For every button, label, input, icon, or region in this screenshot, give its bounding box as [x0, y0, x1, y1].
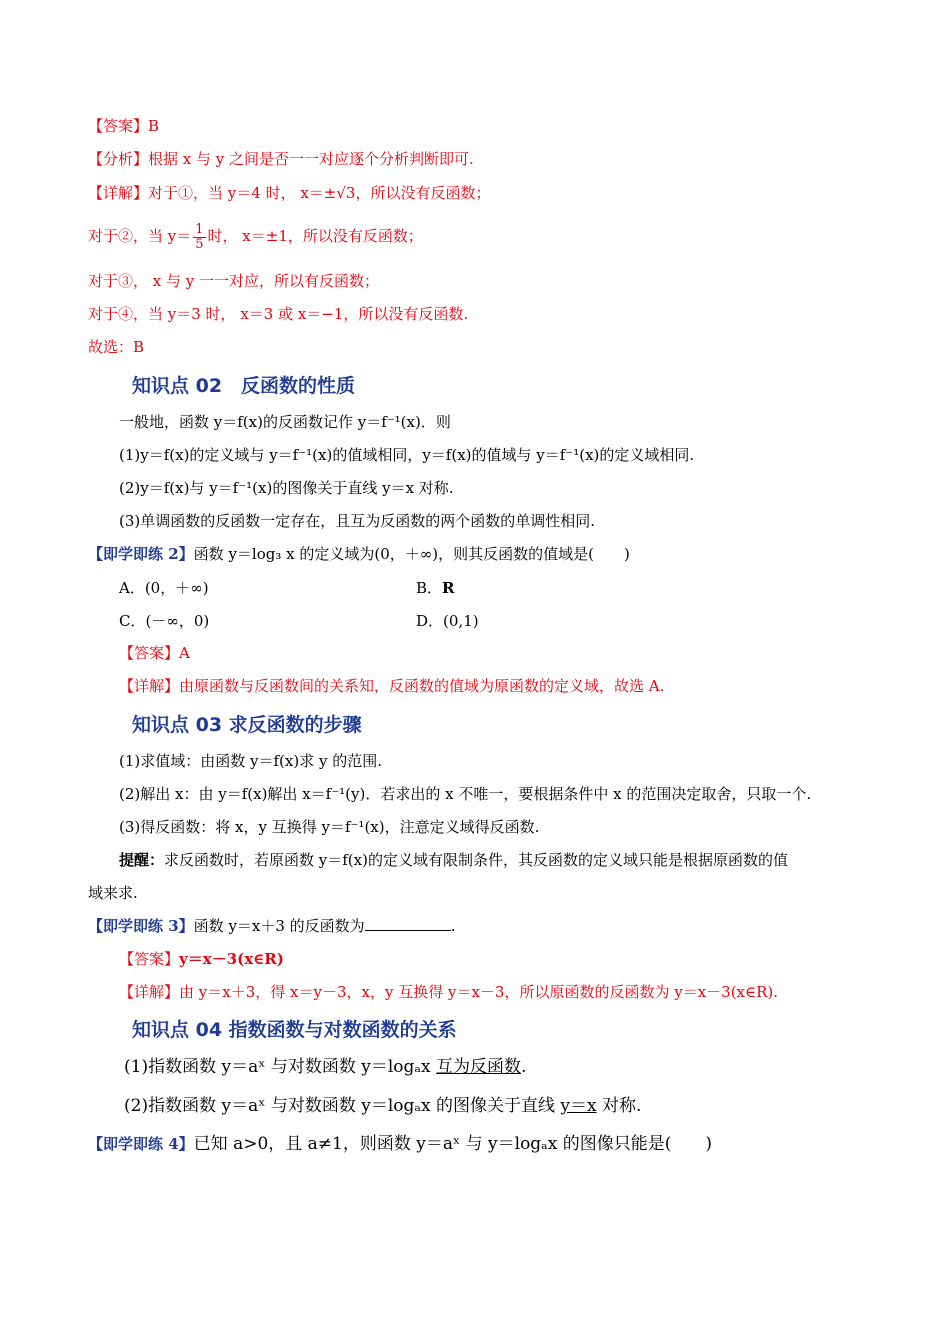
exercise-4-text: 已知 a>0，且 a≠1，则函数 y＝aˣ 与 y＝logₐx 的图像只能是( ) [193, 1134, 712, 1154]
answer-tag: 【答案】 [88, 117, 149, 135]
exercise-3-tag: 【即学即练 3】 [88, 917, 194, 935]
case-2-line [88, 220, 423, 252]
exercise-2-answer [119, 643, 190, 663]
exercise-3-detail-tag: 【详解】 [119, 983, 180, 1001]
case-2-before: 对于②，当 y＝ [88, 227, 192, 245]
exercise-3-text: 函数 y＝x＋3 的反函数为 [193, 917, 365, 935]
case-2-after: 时， x＝±1，所以没有反函数； [207, 227, 423, 245]
fraction-numerator: 1 [195, 221, 204, 237]
kp02-intro: 一般地，函数 y＝f(x)的反函数记作 y＝f⁻¹(x)．则 [119, 413, 451, 431]
kp04-item-1 [124, 1057, 526, 1077]
detail-tag: 【详解】 [88, 184, 149, 202]
kp04-item-1-end: . [520, 1057, 527, 1077]
exercise-2-detail-text: 由原函数与反函数间的关系知，反函数的值域为原函数的定义域，故选 A. [179, 677, 665, 695]
kp03-tip-label: 提醒： [119, 851, 165, 869]
fraction [193, 223, 205, 252]
fraction-denominator: 5 [195, 236, 204, 252]
case-3-line: 对于③， x 与 y 一一对应，所以有反函数； [88, 272, 380, 290]
section-heading-kp04: 知识点 04 指数函数与对数函数的关系 [132, 1019, 457, 1041]
exercise-2-text: 函数 y＝log₃ x 的定义域为(0，＋∞)，则其反函数的值域是( ) [193, 545, 630, 563]
kp04-item-2-end: 对称. [596, 1096, 642, 1116]
kp04-item-2 [124, 1096, 641, 1116]
exercise-3-detail [119, 982, 778, 1002]
option-b-label: B． [416, 579, 443, 597]
option-a: A．(0，＋∞) [119, 579, 209, 597]
exercise-2-detail [119, 676, 664, 696]
answer-value: B [148, 117, 160, 135]
exercise-3-detail-text: 由 y＝x＋3，得 x＝y－3，x，y 互换得 y＝x－3，所以原函数的反函数为 y＝x－3(x∈R). [179, 983, 779, 1001]
detail-line [88, 183, 490, 203]
option-d: D．(0,1) [416, 612, 479, 630]
kp04-item-2-text: (2)指数函数 y＝aˣ 与对数函数 y＝logₐx 的图像关于直线 [124, 1096, 561, 1116]
case-4-line: 对于④，当 y＝3 时， x＝3 或 x＝−1，所以没有反函数. [88, 305, 469, 323]
kp04-item-2-underlined: y＝x [560, 1096, 597, 1116]
exercise-4-tag: 【即学即练 4】 [88, 1135, 194, 1153]
kp04-item-1-text: (1)指数函数 y＝aˣ 与对数函数 y＝logₐx [124, 1057, 436, 1077]
exercise-2-tag: 【即学即练 2】 [88, 545, 194, 563]
kp02-item-1: (1)y＝f(x)的定义域与 y＝f⁻¹(x)的值域相同，y＝f(x)的值域与 y＝f⁻¹(x)的定义域相同. [119, 446, 695, 464]
section-heading-kp03: 知识点 03 求反函数的步骤 [132, 714, 362, 736]
answer-line [88, 116, 159, 136]
kp03-tip-continued: 域来求. [88, 884, 138, 902]
kp03-item-1: (1)求值域：由函数 y＝f(x)求 y 的范围. [119, 752, 382, 770]
answer-blank [365, 916, 451, 931]
section-heading-kp02: 知识点 02 反函数的性质 [132, 375, 356, 397]
exercise-4-question [88, 1134, 712, 1154]
exercise-3-answer [119, 949, 284, 969]
exercise-3-question [88, 916, 455, 936]
option-b [416, 578, 455, 598]
kp03-tip-text: 求反函数时，若原函数 y＝f(x)的定义域有限制条件，其反函数的定义域只能是根据原函数的值 [164, 851, 788, 869]
analysis-text: 根据 x 与 y 之间是否一一对应逐个分析判断即可. [148, 150, 474, 168]
kp03-item-3: (3)得反函数：将 x，y 互换得 y＝f⁻¹(x)，注意定义域得反函数. [119, 818, 540, 836]
option-c: C．(－∞，0) [119, 612, 210, 630]
exercise-2-detail-tag: 【详解】 [119, 677, 180, 695]
detail-text: 对于①，当 y＝4 时， x＝±√3，所以没有反函数； [148, 184, 491, 202]
kp03-tip [119, 850, 788, 870]
exercise-2-answer-tag: 【答案】 [119, 644, 180, 662]
exercise-2-question [88, 544, 630, 564]
choice-line: 故选：B [88, 338, 145, 356]
exercise-3-answer-tag: 【答案】 [119, 950, 180, 968]
exercise-2-answer-value: A [179, 644, 190, 662]
kp04-item-1-underlined: 互为反函数 [435, 1057, 521, 1077]
kp02-item-2: (2)y＝f(x)与 y＝f⁻¹(x)的图像关于直线 y＝x 对称. [119, 479, 454, 497]
kp02-item-3: (3)单调函数的反函数一定存在，且互为反函数的两个函数的单调性相同. [119, 512, 596, 530]
analysis-line [88, 149, 474, 169]
kp03-item-2: (2)解出 x：由 y＝f(x)解出 x＝f⁻¹(y)．若求出的 x 不唯一，要根据条件中 x 的范围决定取舍，只取一个. [119, 785, 812, 803]
exercise-3-answer-value: y＝x－3(x∈R) [179, 950, 284, 968]
option-b-value: R [442, 579, 455, 597]
analysis-tag: 【分析】 [88, 150, 149, 168]
exercise-3-end: . [450, 917, 456, 935]
